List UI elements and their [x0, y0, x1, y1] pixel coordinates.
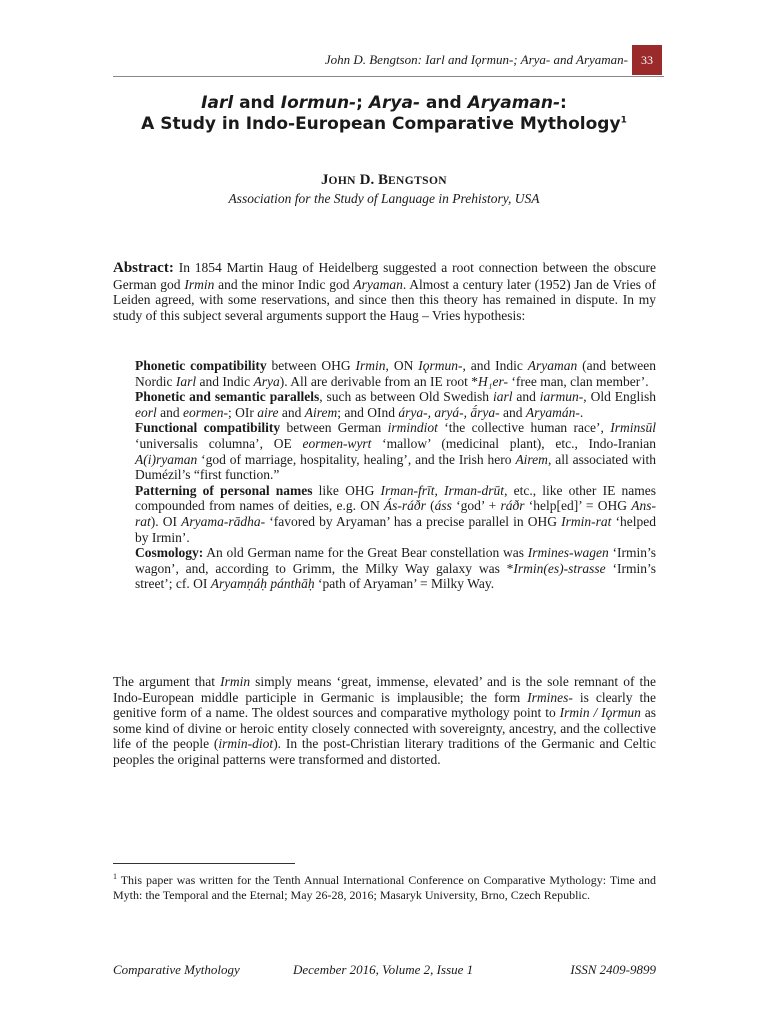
text-run: , such as between Old Swedish	[319, 389, 493, 405]
text-run: Aryamán-	[525, 404, 580, 420]
argument-heading: Cosmology:	[135, 545, 204, 561]
text-run: , Old English	[583, 389, 656, 405]
author-affiliation: Association for the Study of Language in Prehistory, USA	[228, 191, 540, 206]
text-run: -, and Indic	[457, 358, 528, 373]
text-run: Irmin / Iǫrmun	[559, 705, 641, 721]
page-number: 33	[632, 45, 662, 75]
text-run: An old German name for the Great Bear constellation was	[203, 545, 528, 561]
text-run: eormen-	[183, 404, 228, 420]
text-run: ; OIr	[227, 404, 258, 420]
text-run: áss	[434, 498, 452, 514]
text-run: A(i)ryaman	[135, 451, 198, 467]
title-subtitle: A Study in Indo-European Comparative Mythology	[141, 114, 621, 134]
text-run: Aryamṇáḥ pánthāḥ	[210, 576, 315, 592]
title-line-2	[80, 114, 688, 135]
text-run: iarl	[492, 389, 513, 405]
footer-issn: ISSN 2409-9899	[570, 962, 656, 977]
running-head: John D. Bengtson: Iarl and Iǫrmun-; Arya- and Aryaman-	[324, 52, 628, 67]
text-run: . Almost a century later (1952) Jan de Vries of Leiden agreed, with some reservations, and since then this theory has remained in dispute. In my study of this subject several arguments support the Haug – Vries hypothesis:	[113, 276, 656, 323]
text-run: árya-, aryá-, ā́rya-	[398, 404, 500, 420]
argument-heading: Phonetic compatibility	[135, 358, 267, 373]
text-run: Irminsūl	[610, 420, 657, 436]
text-run: ‘helped by Irmin’.	[135, 513, 656, 545]
text-run: ). OI	[150, 513, 182, 529]
title-word: and	[420, 93, 468, 113]
text-run: Aryaman	[353, 276, 403, 292]
text-run: eorl	[135, 404, 157, 420]
body-paragraph	[113, 674, 656, 768]
author-part: ENGTSON	[387, 175, 448, 187]
author-part: OHN	[328, 175, 356, 187]
text-run: Irmin	[355, 358, 386, 373]
text-run: between OHG	[266, 358, 356, 373]
text-run: Iarl	[175, 373, 197, 389]
argument-phonetic-semantic-parallels	[135, 389, 656, 420]
text-run: ‘free man, clan member’.	[507, 373, 649, 389]
text-run: is clearly the genitive form of a name. The oldest sources and comparative mythology point to	[113, 689, 656, 721]
title-word: Arya-	[368, 93, 420, 113]
text-run: Arya	[253, 373, 280, 389]
argument-heading: Functional compatibility	[135, 420, 281, 436]
text-run: In 1854 Martin Haug of Heidelberg suggested a root connection between the obscure German god	[113, 260, 656, 292]
text-run: and	[499, 404, 526, 420]
text-run: Aryama-rādha-	[181, 513, 266, 529]
text-run: (and between Nordic	[135, 358, 656, 389]
text-run: Airem	[515, 451, 548, 467]
argument-functional-compatibility	[135, 420, 656, 482]
text-run: Irmin-rat	[561, 513, 612, 529]
text-run: Irmin(es)-strasse	[513, 560, 606, 576]
argument-list	[135, 358, 656, 592]
title-word: and	[233, 93, 281, 113]
text-run: .	[579, 404, 584, 420]
text-run: ‘help[ed]’ = OHG	[524, 498, 632, 514]
text-run: as some kind of divine or heroic entity closely connected with sovereignty, ancestry, and the collective life of the people (	[113, 705, 657, 752]
text-run: Aryaman	[527, 358, 578, 373]
text-run: and the minor Indic god	[214, 276, 354, 292]
argument-phonetic-compatibility	[135, 358, 656, 389]
text-run: The argument that	[113, 674, 221, 689]
text-run: Ás-ráðr	[383, 498, 426, 514]
text-run: eormen-wyrt	[302, 435, 372, 451]
author-name	[0, 172, 768, 189]
text-run: Iǫrmun	[418, 358, 458, 373]
text-run: irmindiot	[387, 420, 438, 436]
argument-cosmology	[135, 545, 656, 592]
argument-heading: Patterning of personal names	[135, 482, 313, 498]
footnote-text: This paper was written for the Tenth Annual International Conference on Comparative Mythology: Time and Myth: the Temporal and the Eternal; May 26-28, 2016; Masaryk University, Brno, Czech Republic.	[113, 873, 656, 902]
text-run: ‘mallow’ (medicinal plant), etc., Indo-Iranian	[371, 435, 656, 451]
author-part: J	[320, 172, 329, 188]
text-run: ráðr	[500, 498, 525, 514]
text-run: simply means ‘great, immense, elevated’ and is the sole remnant of the Indo-European middle participle in Germanic is implausible; the form	[113, 674, 656, 705]
article-title	[80, 93, 688, 135]
text-run: iarmun-	[539, 389, 584, 405]
argument-heading: Phonetic and semantic parallels	[135, 389, 320, 405]
text-run: ). In the post-Christian literary traditions of the Germanic and Celtic peoples the original patterns were transformed and distorted.	[113, 736, 656, 767]
text-run: ‘path of Aryaman’ = Milky Way.	[314, 576, 495, 592]
text-run: Irmin	[184, 276, 215, 292]
abstract	[113, 260, 656, 323]
text-run: , ON	[385, 358, 419, 373]
title-word: :	[560, 93, 567, 113]
text-run: Ans-rat	[135, 498, 656, 529]
text-run: Irmines-wagen	[527, 545, 609, 561]
footnote-marker[interactable]: 1	[620, 115, 627, 126]
abstract-label: Abstract:	[113, 260, 174, 276]
text-run: , etc., like other IE names compounded from names of deities, e.g. ON	[135, 482, 656, 514]
text-run: between German	[280, 420, 388, 436]
text-run: ). All are derivable from an IE root *	[279, 373, 479, 389]
text-run: and	[512, 389, 540, 405]
text-run: H₁er-	[478, 373, 508, 389]
text-run: and Indic	[196, 373, 254, 389]
text-run: ‘universalis columna’, OE	[135, 435, 303, 451]
text-run: Irmines-	[527, 689, 573, 705]
text-run: irmin-diot	[218, 736, 274, 752]
text-run: and	[156, 404, 183, 420]
title-line-1	[80, 93, 688, 114]
text-run: Irmin	[220, 674, 251, 689]
text-run: and	[278, 404, 305, 420]
text-run: ; and OInd	[337, 404, 399, 420]
footer-issue: December 2016, Volume 2, Issue 1	[293, 962, 474, 977]
text-run: ‘god’ +	[451, 498, 501, 514]
text-run: ‘Irmin’s street’; cf. OI	[135, 560, 656, 592]
text-run: (	[425, 498, 435, 514]
text-run: ‘favored by Aryaman’ has a precise parallel in OHG	[265, 513, 562, 529]
text-run: Irman-frīt, Irman-drūt	[380, 482, 505, 498]
footnote-rule	[113, 863, 295, 864]
text-run: Airem	[304, 404, 338, 420]
title-word: Iormun-	[280, 93, 357, 113]
footnote-number: 1	[113, 872, 117, 881]
author-part: D. B	[355, 172, 388, 188]
text-run: , all associated with Dumézil’s “first function.”	[135, 451, 656, 483]
text-run: ‘god of marriage, hospitality, healing’, and the Irish hero	[197, 451, 516, 467]
footnote	[113, 870, 656, 902]
title-word: ;	[356, 93, 369, 113]
header-rule	[113, 76, 664, 77]
text-run: ‘the collective human race’,	[437, 420, 611, 436]
title-word: Aryaman-	[467, 93, 561, 113]
text-run: like OHG	[312, 482, 381, 498]
text-run: ‘Irmin’s wagon’, and, according to Grimm, the Milky Way galaxy was *	[135, 545, 656, 576]
title-word: Iarl	[201, 93, 234, 113]
argument-personal-names	[135, 483, 656, 545]
text-run: aire	[257, 404, 279, 420]
footer-journal: Comparative Mythology	[113, 962, 240, 977]
